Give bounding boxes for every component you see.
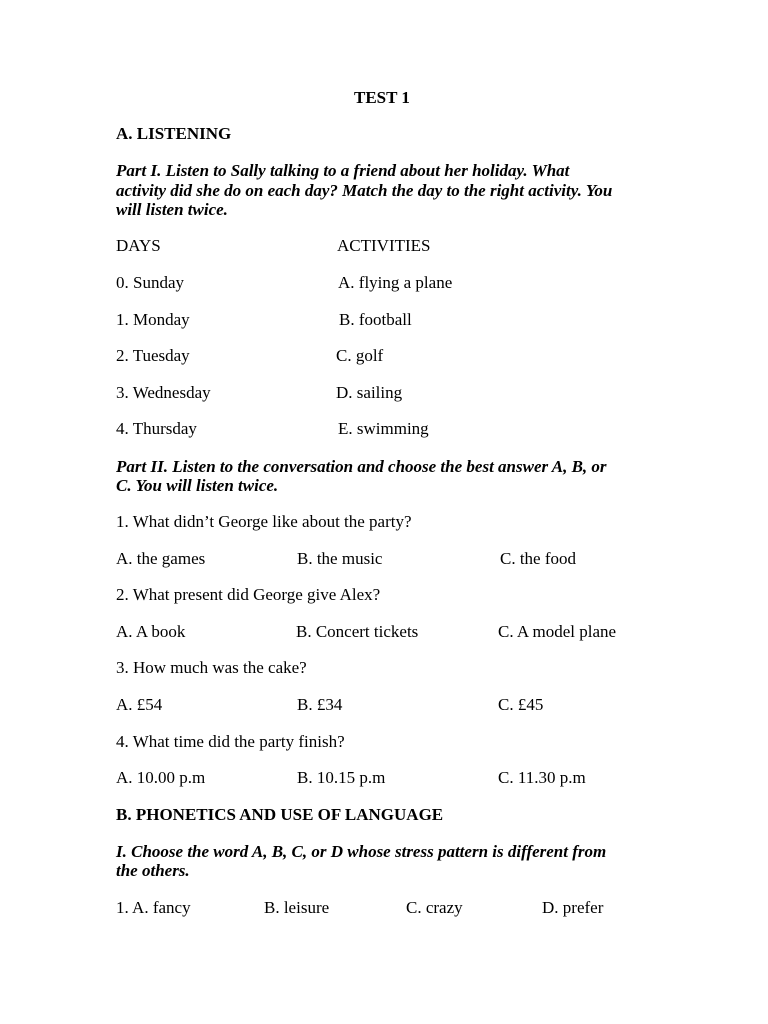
answer-option: C. the food xyxy=(500,549,577,568)
answer-option: B. £34 xyxy=(297,695,343,714)
answer-option: D. prefer xyxy=(542,898,604,917)
answer-option: A. 10.00 p.m xyxy=(116,768,206,787)
page-title: TEST 1 xyxy=(354,88,410,107)
answer-option: C. 11.30 p.m xyxy=(498,768,586,787)
answer-option: A. the games xyxy=(116,549,206,568)
activity-item: C. golf xyxy=(336,346,384,365)
activity-item: A. flying a plane xyxy=(338,273,453,292)
section-b-instruction-line-2: the others. xyxy=(116,861,190,880)
question-text: 4. What time did the party finish? xyxy=(116,732,345,751)
part2-instruction-line-2: C. You will listen twice. xyxy=(116,476,279,495)
answer-option: B. the music xyxy=(297,549,383,568)
days-header: DAYS xyxy=(116,236,161,255)
day-item: 1. Monday xyxy=(116,310,190,329)
part1-instruction-line-1: Part I. Listen to Sally talking to a friend about her holiday. What xyxy=(116,161,570,180)
part1-instruction-line-2: activity did she do on each day? Match the day to the right activity. You xyxy=(116,181,613,200)
section-b-heading: B. PHONETICS AND USE OF LANGUAGE xyxy=(116,805,444,824)
answer-option: C. £45 xyxy=(498,695,544,714)
question-text: 2. What present did George give Alex? xyxy=(116,585,381,604)
answer-option: 1. A. fancy xyxy=(116,898,191,917)
day-item: 4. Thursday xyxy=(116,419,197,438)
activity-item: D. sailing xyxy=(336,383,403,402)
part1-instruction-line-3: will listen twice. xyxy=(116,200,228,219)
answer-option: C. A model plane xyxy=(498,622,617,641)
question-text: 1. What didn’t George like about the party? xyxy=(116,512,412,531)
answer-option: B. Concert tickets xyxy=(296,622,419,641)
activity-item: B. football xyxy=(339,310,412,329)
answer-option: B. 10.15 p.m xyxy=(297,768,386,787)
answer-option: B. leisure xyxy=(264,898,330,917)
answer-option: A. A book xyxy=(116,622,186,641)
section-b-instruction-line-1: I. Choose the word A, B, C, or D whose stress pattern is different from xyxy=(116,842,607,861)
day-item: 0. Sunday xyxy=(116,273,184,292)
question-text: 3. How much was the cake? xyxy=(116,658,307,677)
part2-instruction-line-1: Part II. Listen to the conversation and choose the best answer A, B, or xyxy=(116,457,607,476)
activity-item: E. swimming xyxy=(338,419,429,438)
section-a-heading: A. LISTENING xyxy=(116,124,232,143)
activities-header: ACTIVITIES xyxy=(337,236,431,255)
day-item: 3. Wednesday xyxy=(116,383,211,402)
day-item: 2. Tuesday xyxy=(116,346,190,365)
answer-option: C. crazy xyxy=(406,898,463,917)
answer-option: A. £54 xyxy=(116,695,163,714)
